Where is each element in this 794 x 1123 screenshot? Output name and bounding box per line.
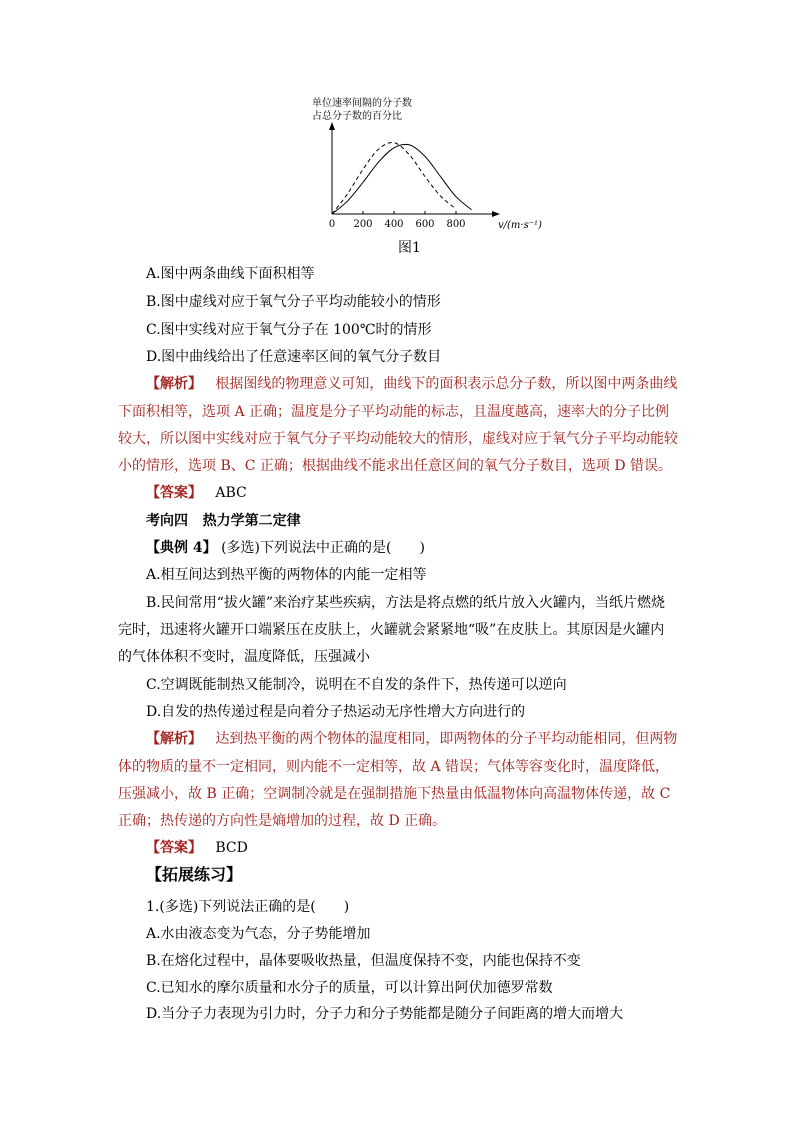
option-c1: C.图中实线对应于氧气分子在 100℃时的情形 xyxy=(146,322,432,338)
option-d2: D.自发的热传递过程是向着分子热运动无序性增大方向进行的 xyxy=(146,704,526,720)
extension-practice-heading: 【拓展练习】 xyxy=(146,865,243,884)
example-4-text: (多选)下列说法中正确的是( ) xyxy=(221,540,425,556)
option-d1: D.图中曲线给出了任意速率区间的氧气分子数目 xyxy=(146,349,442,365)
option-b3: B.在熔化过程中，晶体要吸收热量，但温度保持不变，内能也保持不变 xyxy=(146,953,581,969)
option-b2-line2: 完时，迅速将火罐开口端紧压在皮肤上，火罐就会紧紧地“吸”在皮肤上。其原因是火罐内 xyxy=(118,622,665,638)
chart-ylabel-line2: 占总分子数的百分比 xyxy=(312,111,402,122)
example-4-question xyxy=(146,538,425,558)
chart-caption: 图1 xyxy=(398,240,421,256)
analysis-1-line2: 下面积相等，选项 A 正确；温度是分子平均动能的标志，且温度越高，速率大的分子比例 xyxy=(118,404,670,420)
analysis-2-line3: 压强减小，故 B 正确；空调制冷就是在强制措施下热量由低温物体向高温物体传递，故 C xyxy=(118,786,671,802)
x-tick-label: 600 xyxy=(415,219,435,230)
option-a2: A.相互间达到热平衡的两物体的内能一定相等 xyxy=(146,567,427,583)
answer-2 xyxy=(146,838,248,858)
answer-2-value: BCD xyxy=(215,840,248,856)
option-a3: A.水由液态变为气态，分子势能增加 xyxy=(146,926,371,942)
analysis-2-text1: 达到热平衡的两个物体的温度相同，即两物体的分子平均动能相同，但两物 xyxy=(215,731,678,747)
analysis-1-line1 xyxy=(146,374,677,394)
section-heading xyxy=(146,511,301,531)
practice-question-1: 1.(多选)下列说法正确的是( ) xyxy=(146,899,350,915)
x-tick-label: 800 xyxy=(446,219,466,230)
analysis-2-line4: 正确；热传递的方向性是熵增加的过程，故 D 正确。 xyxy=(118,813,447,829)
x-tick-label: 400 xyxy=(384,219,404,230)
answer-1-tag: 【答案】 xyxy=(146,485,202,501)
analysis-1-tag: 【解析】 xyxy=(146,376,202,392)
analysis-2-line2: 体的物质的量不一定相同，则内能不一定相等，故 A 错误；气体等容变化时，温度降低， xyxy=(118,759,670,775)
answer-1-value: ABC xyxy=(215,485,247,501)
analysis-2-line1 xyxy=(146,729,677,749)
x-axis-arrow xyxy=(492,211,500,217)
answer-2-tag: 【答案】 xyxy=(146,840,202,856)
analysis-1-line3: 较大，所以图中实线对应于氧气分子平均动能较大的情形，虚线对应于氧气分子平均动能较 xyxy=(118,431,678,447)
option-c2: C.空调既能制热又能制冷，说明在不自发的条件下，热传递可以逆向 xyxy=(146,677,567,693)
y-axis-arrow xyxy=(329,122,335,130)
curves xyxy=(332,143,472,214)
chart-xlabel: v/(m·s⁻¹) xyxy=(498,220,542,231)
analysis-2-tag: 【解析】 xyxy=(146,731,202,747)
chart-figure xyxy=(0,0,794,262)
option-a1: A.图中两条曲线下面积相等 xyxy=(146,266,315,282)
answer-1 xyxy=(146,483,247,503)
example-4-tag: 【典例 4】 xyxy=(146,540,217,556)
option-b2-line1: B.民间常用“拔火罐”来治疗某些疾病，方法是将点燃的纸片放入火罐内，当纸片燃烧 xyxy=(146,595,666,611)
dashed-curve xyxy=(332,143,456,214)
analysis-1-line4: 小的情形，选项 B、C 正确；根据曲线不能求出任意区间的氧气分子数目，选项 D 错误。 xyxy=(118,458,673,474)
option-d3: D.当分子力表现为引力时，分子力和分子势能都是随分子间距离的增大而增大 xyxy=(146,1006,624,1022)
option-b1: B.图中虚线对应于氧气分子平均动能较小的情形 xyxy=(146,294,441,310)
analysis-1-text1: 根据图线的物理意义可知，曲线下的面积表示总分子数，所以图中两条曲线 xyxy=(215,376,678,392)
x-tick-label: 0 xyxy=(328,219,336,230)
chart-ylabel-line1: 单位速率间隔的分子数 xyxy=(312,98,412,109)
solid-curve xyxy=(332,144,472,214)
option-b2-line3: 的气体体积不变时，温度降低，压强减小 xyxy=(118,649,370,665)
section-number: 考向四 xyxy=(146,513,188,529)
option-c3: C.已知水的摩尔质量和水分子的质量，可以计算出阿伏加德罗常数 xyxy=(146,980,553,996)
x-tick-label: 200 xyxy=(353,219,373,230)
velocity-distribution-chart xyxy=(0,0,794,262)
section-title: 热力学第二定律 xyxy=(202,513,301,529)
